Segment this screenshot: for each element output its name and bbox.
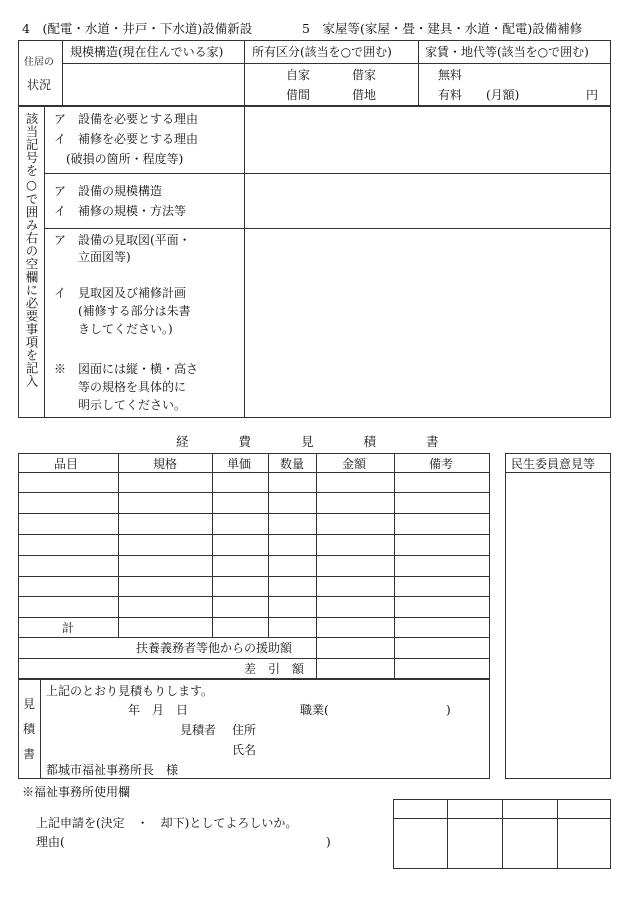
header-unit-price: 単価 [227,457,252,471]
block1-line1: ア 設備を必要とする理由 [54,112,199,126]
office-question: 上記申請を(決定 ・ 却下)としてよろしいか。 [36,816,298,830]
addressee: 都城市福祉事務所長 様 [46,763,179,777]
total-label: 計 [62,621,75,635]
stamp-cell-4[interactable] [558,819,610,868]
rent-header: 家賃・地代等(該当を○で囲む) [425,45,589,59]
block3-field[interactable] [245,229,610,417]
quote-label-1: 見 [22,697,35,711]
estimate-title: 経 費 見 積 書 [176,434,439,449]
option-rent-room[interactable]: 借間 [286,88,311,102]
residence-label-top: 住居の [24,57,54,68]
header-spec: 規格 [153,457,178,471]
quote-label-3: 書 [22,747,35,761]
stamp-cell-1[interactable] [394,819,446,868]
welfare-opinion-box[interactable] [505,453,611,779]
header-item: 品目 [54,457,79,471]
block3-line1: ア 設備の見取図(平面・ [54,233,191,247]
block1-line2: イ 補修を必要とする理由 [54,132,199,146]
yen-label: 円 [586,88,599,102]
office-note: ※福祉事務所使用欄 [22,785,131,799]
instructions-side-label: 該当記号を○で囲み右の空欄に必要事項を記入 [24,112,39,388]
block1-line3: (破損の箇所・程度等) [54,152,184,166]
block3-line2: 立面図等) [54,250,131,264]
name-label[interactable]: 氏名 [232,743,257,757]
job-close: ) [446,703,451,717]
estimator-label: 見積者 [180,723,217,737]
option-rent-house[interactable]: 借家 [352,68,377,82]
reason-close: ) [326,835,331,849]
heading-item5: 5 家屋等(家屋・畳・建具・水道・配電)設備補修 [302,21,583,36]
block3-line9: 等の規格を具体的に [54,380,187,394]
block2-line1: ア 設備の規模構造 [54,184,163,198]
header-amount: 金額 [342,457,367,471]
welfare-opinion-header: 民生委員意見等 [511,457,596,471]
option-paid[interactable]: 有料 [438,88,463,102]
block3-line5: (補修する部分は朱書 [54,304,191,318]
quote-date[interactable]: 年 月 日 [128,703,189,717]
block3-line6: きしてください。) [54,322,173,336]
block3-line4: イ 見取図及び補修計画 [54,286,187,300]
address-label[interactable]: 住所 [232,723,257,737]
support-amount-label: 扶養義務者等他からの援助額 [136,641,293,655]
stamp-cell-3[interactable] [503,819,556,868]
block2-line2: イ 補修の規模・方法等 [54,204,187,218]
difference-label: 差 引 額 [244,662,305,676]
block3-line10: 明示してください。 [54,398,187,412]
block2-field[interactable] [245,174,610,227]
header-quantity: 数量 [280,457,305,471]
block1-field[interactable] [245,107,610,172]
option-rent-land[interactable]: 借地 [352,88,377,102]
residence-label-bottom: 状況 [27,78,52,92]
header-remarks: 備考 [429,457,454,471]
quote-statement: 上記のとおり見積もりします。 [46,684,214,698]
reason-label[interactable]: 理由( [36,835,65,849]
heading-item4: 4 (配電・水道・井戸・下水道)設備新設 [22,21,253,36]
option-free[interactable]: 無料 [438,68,463,82]
block3-line8: ※ 図面には縦・横・高さ [54,362,199,376]
option-own-house[interactable]: 自家 [286,68,311,82]
quote-label-2: 積 [22,722,35,736]
ownership-header: 所有区分(該当を○で囲む) [252,45,392,59]
job-label[interactable]: 職業( [300,703,329,717]
monthly-label: (月額) [486,88,520,102]
structure-header: 規模構造(現在住んでいる家) [70,45,224,59]
stamp-cell-2[interactable] [448,819,501,868]
